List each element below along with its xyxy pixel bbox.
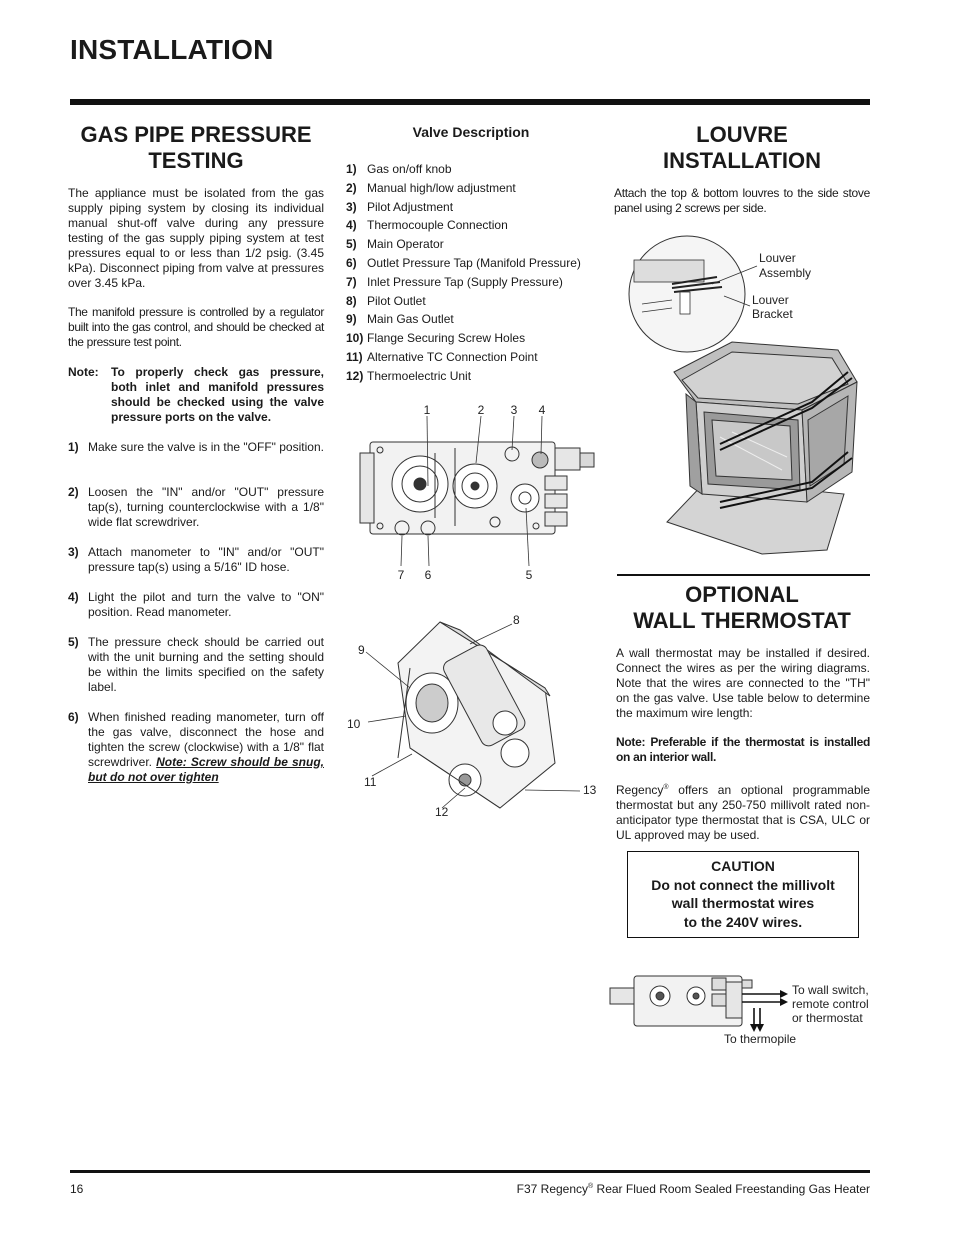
louvre-title bbox=[614, 122, 870, 174]
louver-assembly-label: Assembly bbox=[759, 266, 812, 280]
list-item bbox=[346, 179, 606, 198]
valve-description-title: Valve Description bbox=[412, 124, 530, 140]
step-item bbox=[68, 590, 324, 620]
item-label: Thermocouple Connection bbox=[367, 218, 508, 233]
wiring-label: To wall switch, bbox=[792, 983, 869, 997]
item-number: 3) bbox=[346, 199, 357, 214]
callout-label: 6 bbox=[424, 568, 432, 582]
louvre-text: Attach the top & bottom louvres to the side stove panel using 2 screws per side. bbox=[614, 186, 870, 215]
callout-label: 10 bbox=[347, 717, 361, 731]
thermostat-title bbox=[614, 582, 870, 634]
list-item bbox=[346, 348, 606, 367]
step-number: 4) bbox=[68, 590, 79, 604]
list-item bbox=[346, 292, 606, 311]
section-divider bbox=[617, 574, 870, 576]
note-text: To properly check gas pressure, both inlet and manifold pressures should be checked using the valve pressure ports on the valve. bbox=[111, 365, 324, 424]
item-label: Main Operator bbox=[367, 237, 444, 252]
list-item bbox=[346, 329, 606, 348]
caution-line: to the 240V wires. bbox=[683, 913, 803, 930]
step-number: 1) bbox=[68, 440, 79, 454]
list-item bbox=[346, 235, 606, 254]
item-number: 6) bbox=[346, 255, 357, 270]
caution-line: Do not connect the millivolt bbox=[651, 876, 835, 893]
caution-line: wall thermostat wires bbox=[671, 895, 815, 911]
step-item bbox=[68, 440, 324, 455]
item-label: Flange Securing Screw Holes bbox=[367, 331, 526, 346]
footer-model: F37 Regency bbox=[516, 1182, 589, 1196]
thermostat-title-line2: WALL THERMOSTAT bbox=[633, 608, 851, 633]
louvre-detail-inset bbox=[629, 236, 745, 352]
step-item bbox=[68, 545, 324, 575]
gas-pipe-para2: The manifold pressure is controlled by a regulator built into the gas control, and should be checked at the pressure test point. bbox=[68, 305, 324, 349]
louvre-title-line2: INSTALLATION bbox=[662, 148, 822, 173]
callout-label: 8 bbox=[513, 613, 520, 627]
callout-label: 11 bbox=[364, 775, 377, 789]
louver-bracket-label: Louver bbox=[752, 293, 789, 307]
list-item bbox=[346, 367, 606, 386]
footer-title bbox=[517, 1182, 870, 1196]
caution-title: CAUTION bbox=[711, 858, 775, 874]
thermostat-para2 bbox=[616, 780, 870, 843]
item-label: Outlet Pressure Tap (Manifold Pressure) bbox=[367, 255, 581, 270]
thermostat-para1: A wall thermostat may be installed if desired. Connect the wires as per the wiring diagrams. Note that the wires are connected to the "TH" on the gas valve. Use table below to determine the maximum wire length: bbox=[616, 646, 870, 720]
registered-mark: ® bbox=[588, 1183, 594, 1190]
wiring-label: remote control bbox=[792, 997, 869, 1011]
callout-label: 12 bbox=[435, 805, 449, 819]
thermostat-para2-text: offers an optional programmable thermostat but any 250-750 millivolt rated non-anticipator type thermostat that is CSA, ULC or UL approved may be used. bbox=[616, 783, 870, 842]
valve-description-list bbox=[346, 160, 606, 386]
step-number: 3) bbox=[68, 545, 79, 559]
item-number: 12) bbox=[346, 368, 364, 383]
gas-pipe-title-line1: GAS PIPE PRESSURE bbox=[80, 122, 312, 147]
step-text-main: When finished reading manometer, turn off the gas valve, disconnect the hose and tighten the screw (clockwise) with a 1/8" flat screwdriver. bbox=[88, 710, 324, 769]
list-item bbox=[346, 198, 606, 217]
valve-isometric-diagram bbox=[340, 608, 610, 823]
callout-label: 4 bbox=[538, 403, 546, 417]
list-item bbox=[346, 216, 606, 235]
wiring-label: or thermostat bbox=[792, 1011, 863, 1025]
note-label: Note: bbox=[68, 365, 99, 379]
item-label: Manual high/low adjustment bbox=[367, 180, 516, 195]
valve-top-view-diagram bbox=[340, 398, 610, 588]
callout-label: 1 bbox=[423, 403, 431, 417]
item-number: 1) bbox=[346, 162, 357, 176]
list-item bbox=[346, 160, 606, 179]
wiring-label: To thermopile bbox=[724, 1032, 797, 1046]
callout-label: 13 bbox=[583, 783, 597, 797]
stove-louvre-diagram bbox=[612, 232, 872, 558]
callout-label: 5 bbox=[525, 568, 533, 582]
step-text: Light the pilot and turn the valve to "ON" position. Read manometer. bbox=[88, 590, 324, 619]
callout-label: 3 bbox=[510, 403, 518, 417]
step-number: 6) bbox=[68, 710, 79, 724]
caution-box bbox=[627, 851, 859, 938]
step-text bbox=[88, 710, 324, 785]
gas-pipe-note bbox=[68, 365, 324, 425]
gas-pipe-title bbox=[68, 122, 324, 174]
item-number: 2) bbox=[346, 180, 357, 195]
thermostat-wiring-diagram bbox=[608, 966, 874, 1048]
step-item bbox=[68, 635, 324, 695]
thermostat-title-line1: OPTIONAL bbox=[685, 582, 799, 607]
step-item bbox=[68, 485, 324, 530]
item-label: Pilot Adjustment bbox=[367, 199, 454, 214]
step-number: 2) bbox=[68, 485, 79, 499]
registered-mark: ® bbox=[663, 784, 669, 791]
item-label: Alternative TC Connection Point bbox=[367, 349, 538, 364]
step-text: Loosen the "IN" and/or "OUT" pressure tap(s), turning counterclockwise with a 1/8" wide flat screwdriver. bbox=[88, 485, 324, 529]
step-text: Attach manometer to "IN" and/or "OUT" pressure tap(s) using a 5/16" ID hose. bbox=[88, 545, 324, 574]
item-label: Thermoelectric Unit bbox=[367, 368, 472, 383]
thermostat-note: Note: Preferable if the thermostat is installed on an interior wall. bbox=[616, 735, 870, 764]
item-number: 5) bbox=[346, 237, 357, 252]
step-note: Note: Screw should be snug, but do not over tighten bbox=[88, 755, 324, 784]
louver-bracket-label: Bracket bbox=[752, 307, 793, 321]
heading-rule bbox=[70, 99, 870, 105]
callout-label: 7 bbox=[397, 568, 405, 582]
louver-assembly-label: Louver bbox=[759, 251, 796, 265]
item-number: 7) bbox=[346, 274, 357, 289]
step-item bbox=[68, 710, 324, 785]
page-heading: INSTALLATION bbox=[70, 34, 274, 65]
page-number: 16 bbox=[70, 1182, 84, 1196]
brand-name: Regency bbox=[616, 783, 664, 797]
louvre-title-line1: LOUVRE bbox=[696, 122, 788, 147]
item-label: Gas on/off knob bbox=[367, 162, 452, 176]
stove-illustration bbox=[667, 342, 857, 554]
step-text: Make sure the valve is in the "OFF" position. bbox=[88, 440, 324, 454]
gas-pipe-title-line2: TESTING bbox=[148, 148, 244, 173]
callout-label: 2 bbox=[477, 403, 485, 417]
list-item bbox=[346, 310, 606, 329]
footer-product: Rear Flued Room Sealed Freestanding Gas Heater bbox=[593, 1182, 870, 1196]
item-number: 10) bbox=[346, 331, 364, 346]
item-number: 8) bbox=[346, 293, 357, 308]
item-number: 4) bbox=[346, 218, 357, 233]
step-text: The pressure check should be carried out with the unit burning and the setting should be within the limits specified on the safety label. bbox=[88, 635, 324, 694]
step-number: 5) bbox=[68, 635, 79, 649]
list-item bbox=[346, 254, 606, 273]
item-label: Main Gas Outlet bbox=[367, 312, 454, 327]
item-label: Inlet Pressure Tap (Supply Pressure) bbox=[367, 274, 563, 289]
item-number: 11) bbox=[346, 349, 363, 364]
callout-label: 9 bbox=[358, 643, 365, 657]
gas-pipe-para1: The appliance must be isolated from the gas supply piping system by closing its individual manual shut-off valve during any pressure testing of the gas supply piping system at test pressures equal to or less than 1/2 psig. (3.45 kPa). Disconnect piping from valve at pressures over 3.45 kPa. bbox=[68, 186, 324, 290]
item-label: Pilot Outlet bbox=[367, 293, 426, 308]
list-item bbox=[346, 273, 606, 292]
footer-rule bbox=[70, 1170, 870, 1173]
item-number: 9) bbox=[346, 312, 357, 327]
